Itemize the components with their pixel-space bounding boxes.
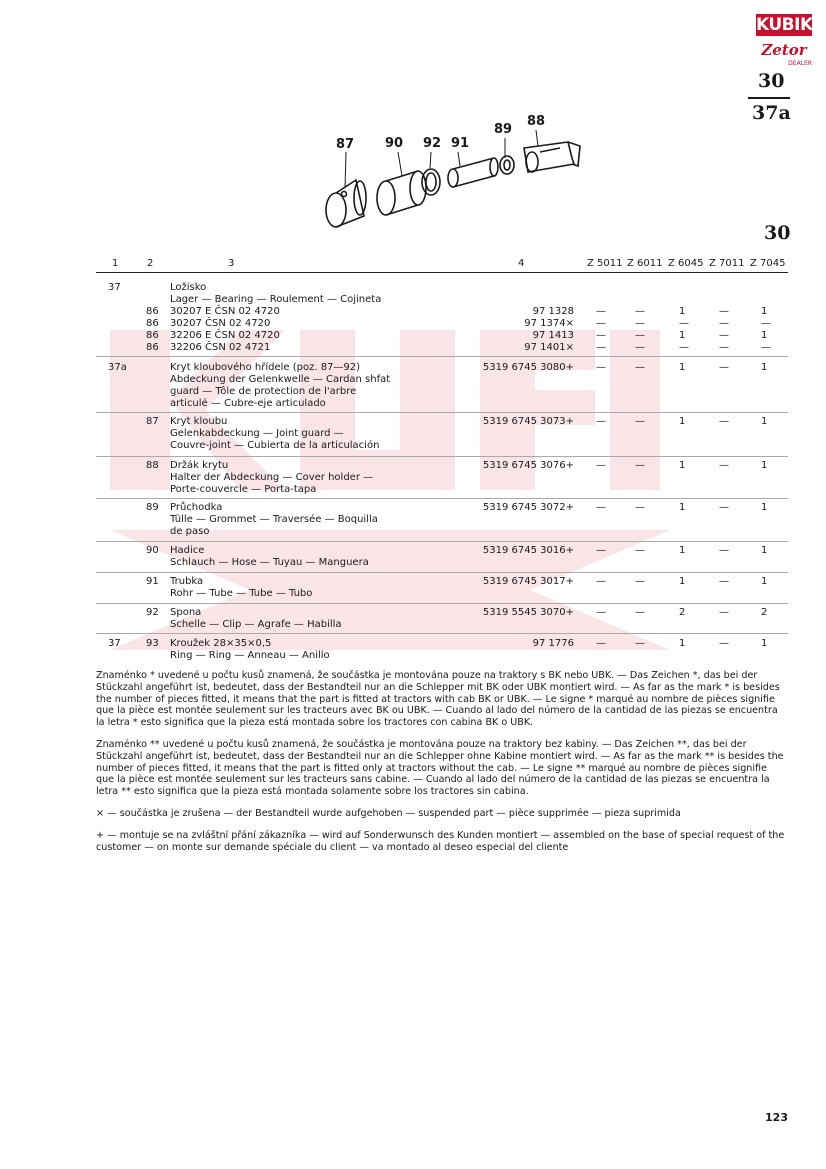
row-quantity: 2: [761, 607, 768, 618]
row-quantity: —: [635, 318, 645, 329]
row-quantity: —: [719, 638, 729, 649]
row-description-line: Lager — Bearing — Roulement — Cojineta: [170, 294, 382, 305]
callout-92: 92: [423, 136, 442, 151]
row-divider: [96, 456, 788, 457]
row-quantity: —: [635, 306, 645, 317]
row-quantity: 2: [679, 607, 686, 618]
row-description-line: Rohr — Tube — Tube — Tubo: [170, 588, 313, 599]
row-description-line: Tülle — Grommet — Traversée — Boquilla: [170, 514, 378, 525]
row-part-number: 5319 6745 3080+: [482, 362, 574, 373]
row-quantity: 1: [679, 330, 686, 341]
row-quantity: —: [596, 306, 606, 317]
row-quantity: —: [679, 342, 689, 353]
row-description-line: Halter der Abdeckung — Cover holder —: [170, 472, 374, 483]
row-quantity: 1: [679, 306, 686, 317]
row-quantity: 1: [761, 460, 768, 471]
row-divider: [96, 572, 788, 573]
row-quantity: —: [635, 576, 645, 587]
row-description-line: Hadice: [170, 545, 205, 556]
row-description-line: Spona: [170, 607, 202, 618]
note-special-request: + — montuje se na zvláštní přání zákazníka — wird auf Sonderwunsch des Kunden montiert — assembled on the base of special request of the customer — on monte sur demande spéciale du client — va montado al deseo especial del cliente: [96, 829, 785, 853]
row-quantity: —: [719, 460, 729, 471]
row-description-line: 30207 ČSN 02 4720: [170, 318, 271, 329]
row-quantity: —: [596, 502, 606, 513]
col-header-z6011: Z 6011: [627, 258, 663, 269]
row-part-number: 97 1401×: [524, 342, 574, 353]
row-quantity: —: [635, 607, 645, 618]
row-description-line: Couvre-joint — Cubierta de la articulación: [170, 440, 380, 451]
row-quantity: 1: [761, 330, 768, 341]
row-quantity: —: [635, 460, 645, 471]
row-quantity: 1: [679, 362, 686, 373]
col-header-4: 4: [518, 258, 525, 269]
row-quantity: —: [596, 330, 606, 341]
row-quantity: —: [761, 318, 771, 329]
row-subposition: 86: [146, 318, 159, 329]
row-divider: [96, 356, 788, 357]
row-description-line: de paso: [170, 526, 210, 537]
row-quantity: —: [719, 416, 729, 427]
row-quantity: —: [635, 362, 645, 373]
section-number: 37a: [752, 102, 791, 124]
row-quantity: 1: [679, 460, 686, 471]
row-quantity: 1: [679, 576, 686, 587]
row-quantity: —: [596, 638, 606, 649]
callout-91: 91: [451, 136, 470, 151]
row-quantity: —: [719, 607, 729, 618]
row-description-line: Kryt kloubu: [170, 416, 228, 427]
row-quantity: —: [719, 576, 729, 587]
row-part-number: 5319 6745 3076+: [482, 460, 574, 471]
row-description-line: Trubka: [170, 576, 204, 587]
row-position: 37: [108, 282, 121, 293]
tube-91: [448, 158, 498, 187]
row-part-number: 97 1328: [532, 306, 574, 317]
row-quantity: —: [596, 460, 606, 471]
row-subposition: 91: [146, 576, 159, 587]
row-quantity: —: [635, 342, 645, 353]
row-quantity: —: [719, 342, 729, 353]
row-quantity: —: [635, 545, 645, 556]
row-part-number: 5319 6745 3017+: [482, 576, 574, 587]
exploded-parts-drawing: [310, 128, 610, 248]
row-quantity: —: [596, 362, 606, 373]
note-double-asterisk: Znaménko ** uvedené u počtu kusů znamená, že součástka je montována pouze na traktory bez kabiny. — Das Zeichen **, das bei der Stückzahl angeführt ist, bedeutet, dass der Bestandteil nur an die Schlepper ohne Kabine montiert wird. — As far as the mark ** is besides the number of pieces fitted, it means that the part is fitted only at tractors without the cab. — Le signe ** marqué au nombre de pièces signifie que la pièce est montée seulement sur les tracteurs sans cabine. — Cuando al lado del número de la cantidad de las piezas se encuentra la letra ** esto significa que la pieza está montada solamente sobre los tractores sin cabina.: [96, 738, 784, 798]
page-number: 123: [765, 1111, 788, 1124]
callout-90: 90: [385, 136, 404, 151]
row-subposition: 87: [146, 416, 159, 427]
row-quantity: —: [761, 342, 771, 353]
col-header-2: 2: [147, 258, 154, 269]
row-position: 37: [108, 638, 121, 649]
joint-cover-87: [326, 180, 366, 227]
cover-holder-88: [524, 142, 580, 172]
row-description-line: 32206 E ČSN 02 4720: [170, 330, 280, 341]
row-description-line: Kroužek 28×35×0,5: [170, 638, 272, 649]
row-position: 37a: [108, 362, 127, 373]
callout-87: 87: [336, 137, 355, 152]
callout-89: 89: [494, 122, 513, 137]
row-description-line: Schelle — Clip — Agrafe — Habilla: [170, 619, 342, 630]
col-header-z6045: Z 6045: [668, 258, 704, 269]
row-part-number: 5319 6745 3073+: [482, 416, 574, 427]
row-part-number: 5319 6745 3072+: [482, 502, 574, 513]
row-quantity: —: [596, 318, 606, 329]
row-divider: [96, 412, 788, 413]
row-quantity: —: [635, 502, 645, 513]
grommet-89: [500, 156, 514, 174]
col-header-1: 1: [112, 258, 119, 269]
row-description-line: Abdeckung der Gelenkwelle — Cardan shfat: [170, 374, 391, 385]
group-number-secondary: 30: [764, 222, 791, 244]
row-part-number: 5319 5545 3070+: [482, 607, 574, 618]
row-quantity: —: [596, 607, 606, 618]
row-quantity: —: [635, 416, 645, 427]
row-description-line: Kryt kloubového hřídele (poz. 87—92): [170, 362, 361, 373]
col-header-z7011: Z 7011: [709, 258, 745, 269]
row-quantity: —: [635, 330, 645, 341]
row-divider: [96, 633, 788, 634]
row-subposition: 90: [146, 545, 159, 556]
row-quantity: —: [679, 318, 689, 329]
row-subposition: 88: [146, 460, 159, 471]
row-description-line: guard — Tôle de protection de l'arbre: [170, 386, 357, 397]
row-description-line: Ložisko: [170, 282, 207, 293]
hose-90: [377, 171, 426, 215]
row-description-line: 32206 ČSN 02 4721: [170, 342, 271, 353]
row-quantity: 1: [761, 545, 768, 556]
leader-lines: [345, 130, 538, 188]
group-number: 30: [758, 70, 785, 92]
row-divider: [96, 603, 788, 604]
row-quantity: —: [719, 330, 729, 341]
row-quantity: —: [596, 545, 606, 556]
header-rule: [96, 272, 788, 273]
row-quantity: 1: [761, 362, 768, 373]
row-description-line: Držák krytu: [170, 460, 229, 471]
row-quantity: —: [719, 362, 729, 373]
row-subposition: 92: [146, 607, 159, 618]
row-quantity: —: [596, 342, 606, 353]
row-part-number: 97 1374×: [524, 318, 574, 329]
row-subposition: 86: [146, 306, 159, 317]
row-quantity: —: [719, 306, 729, 317]
col-header-z7045: Z 7045: [750, 258, 786, 269]
row-quantity: 1: [761, 306, 768, 317]
logo-kubik-text: KUBIK: [756, 15, 813, 35]
row-part-number: 97 1776: [532, 638, 574, 649]
row-quantity: —: [719, 318, 729, 329]
row-part-number: 97 1413: [532, 330, 574, 341]
logo-zetor-text: Zetor: [761, 41, 807, 59]
row-subposition: 86: [146, 330, 159, 341]
row-quantity: 1: [761, 638, 768, 649]
row-quantity: —: [635, 638, 645, 649]
row-quantity: 1: [761, 576, 768, 587]
note-suspended-part: × — součástka je zrušena — der Bestandteil wurde aufgehoben — suspended part — pièce supprimée — pieza suprimida: [96, 807, 681, 819]
row-description-line: articulé — Cubre-eje articulado: [170, 398, 326, 409]
col-header-z5011: Z 5011: [587, 258, 623, 269]
row-quantity: —: [719, 545, 729, 556]
row-quantity: 1: [679, 416, 686, 427]
row-quantity: 1: [679, 502, 686, 513]
row-part-number: 5319 6745 3016+: [482, 545, 574, 556]
row-description-line: Porte-couvercle — Porta-tapa: [170, 484, 317, 495]
row-description-line: Průchodka: [170, 502, 223, 513]
row-quantity: 1: [679, 638, 686, 649]
row-description-line: Schlauch — Hose — Tuyau — Manguera: [170, 557, 369, 568]
row-description-line: Ring — Ring — Anneau — Anillo: [170, 650, 330, 661]
row-description-line: 30207 E ČSN 02 4720: [170, 306, 280, 317]
kubik-zetor-logo: [756, 14, 812, 70]
callout-88: 88: [527, 114, 546, 129]
row-quantity: —: [719, 502, 729, 513]
row-quantity: 1: [679, 545, 686, 556]
row-quantity: —: [596, 416, 606, 427]
row-description-line: Gelenkabdeckung — Joint guard —: [170, 428, 344, 439]
row-subposition: 93: [146, 638, 159, 649]
row-quantity: 1: [761, 502, 768, 513]
row-divider: [96, 498, 788, 499]
col-header-3: 3: [228, 258, 235, 269]
notes-block: [96, 670, 788, 863]
note-single-asterisk: Znaménko * uvedené u počtu kusů znamená, že součástka je montována pouze na traktory s BK nebo UBK. — Das Zeichen *, das bei der Stückzahl angeführt ist, bedeutet, dass der Bestandteil nur an die Schlepper mit BK oder UBK montiert wird. — As far as the mark * is besides the number of pieces fitted, it means that the part is fitted at tractors with cab BK or UBK. — Le signe * marqué au nombre de pièces signifie que la pièce est montée seulement sur les tracteurs avec BK ou UBK. — Cuando al lado del número de la cantidad de las piezas se encuentra la letra * esto significa que la pieza está montada sobre los tractores con cabina BK o UBK.: [96, 670, 780, 729]
group-divider: [748, 97, 790, 99]
row-subposition: 89: [146, 502, 159, 513]
row-quantity: 1: [761, 416, 768, 427]
row-quantity: —: [596, 576, 606, 587]
row-divider: [96, 541, 788, 542]
logo-dealer-text: DEALER: [788, 60, 812, 67]
row-subposition: 86: [146, 342, 159, 353]
